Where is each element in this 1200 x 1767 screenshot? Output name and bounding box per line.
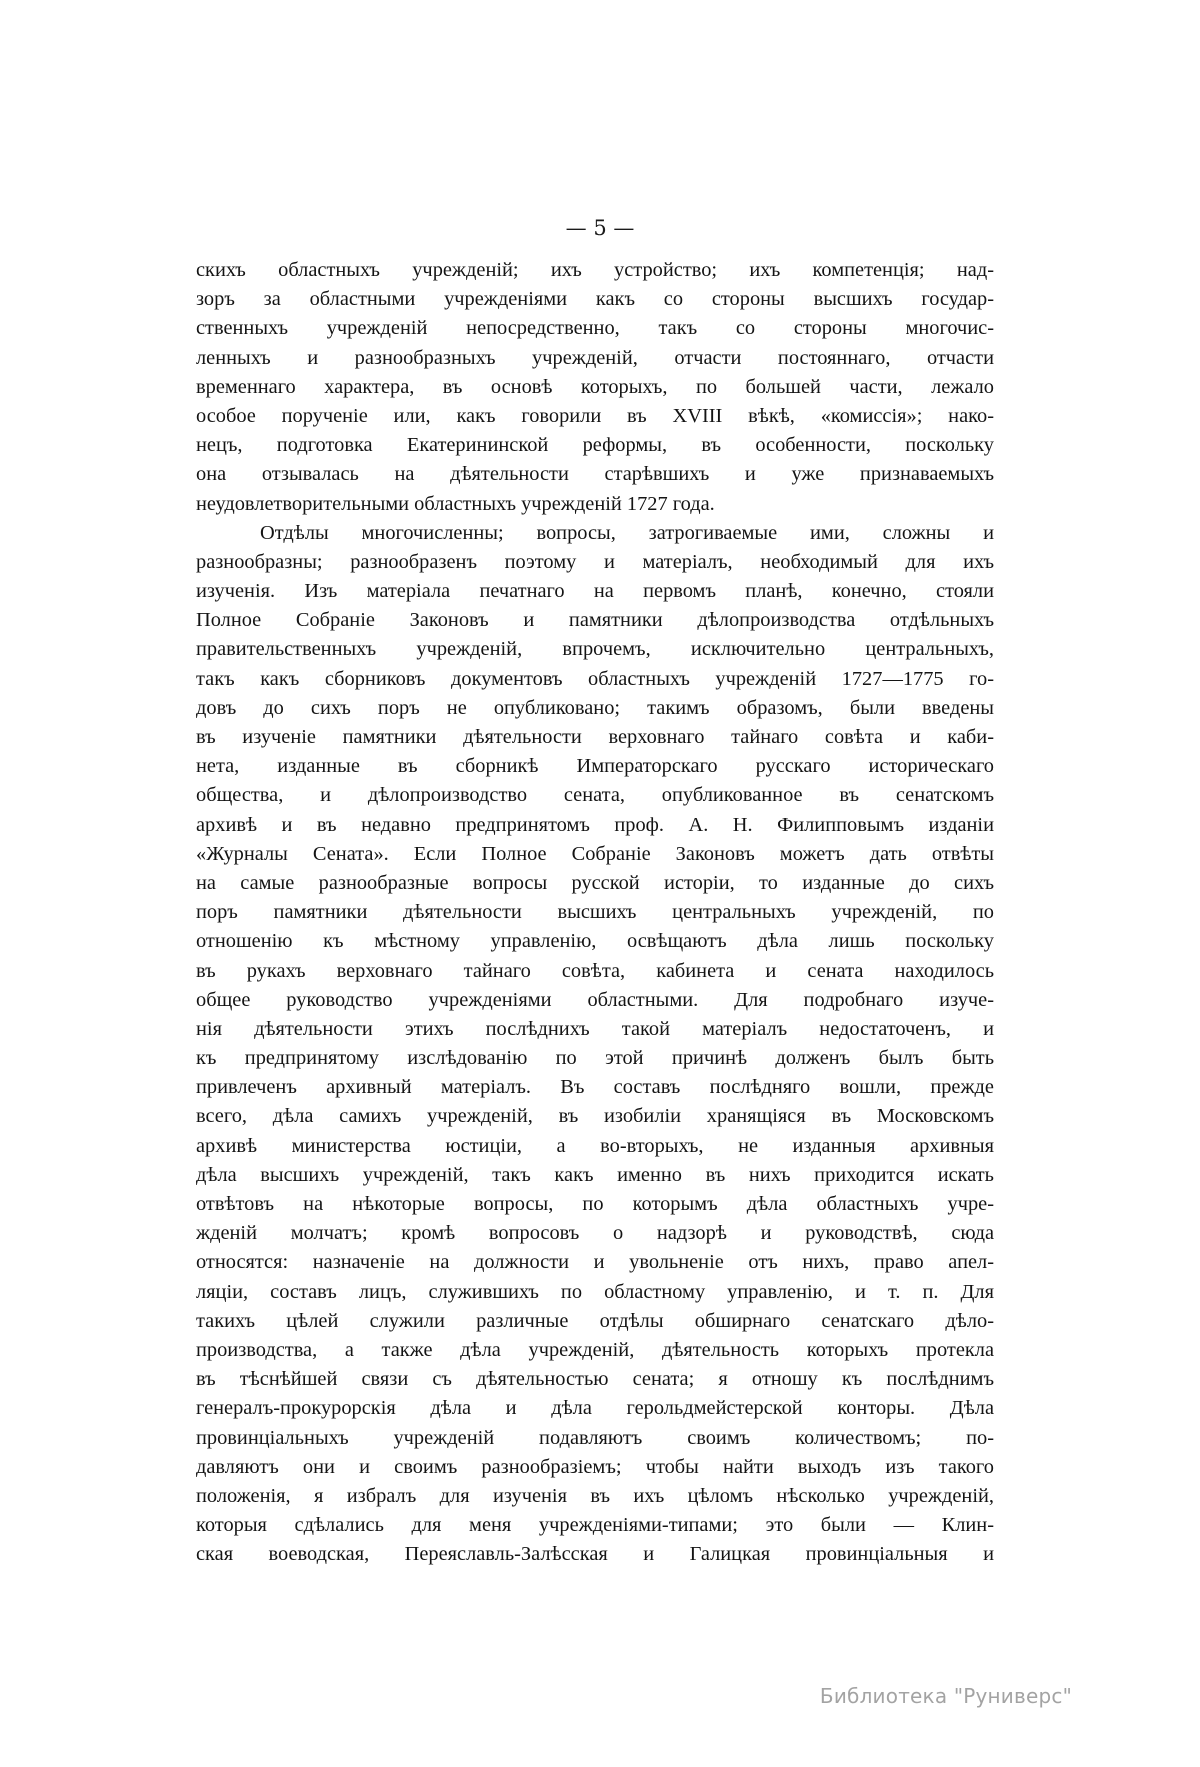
text-line: на самые разнообразные вопросы русской исторіи, то изданные до сихъ [196, 871, 994, 894]
paragraph-2 [196, 519, 994, 1570]
text-line: ская воеводская, Переяславль-Залѣсская и Галицкая провинціальныя и [196, 1543, 994, 1566]
text-line: положенія, я избралъ для изученія въ ихъ цѣломъ нѣсколько учрежденій, [196, 1484, 994, 1507]
text-line: относятся: назначеніе на должности и увольненіе отъ нихъ, право апел- [196, 1251, 994, 1274]
paragraph-1 [196, 256, 994, 519]
text-line: нія дѣятельности этихъ послѣднихъ такой матеріалъ недостаточенъ, и [196, 1017, 994, 1040]
text-line: отношенію къ мѣстному управленію, освѣщаютъ дѣла лишь поскольку [196, 930, 994, 953]
text-line: нета, изданные въ сборникѣ Императорскаго русскаго историческаго [196, 755, 994, 778]
text-line: ляціи, составъ лицъ, служившихъ по областному управленію, и т. п. Для [196, 1280, 994, 1303]
text-line: производства, а также дѣла учрежденій, дѣятельность которыхъ протекла [196, 1338, 994, 1361]
text-line: архивѣ и въ недавно предпринятомъ проф. А. Н. Филипповымъ изданіи [196, 813, 994, 836]
text-line: генералъ-прокурорскія дѣла и дѣла герольдмейстерской конторы. Дѣла [196, 1397, 994, 1420]
text-line: отвѣтовъ на нѣкоторые вопросы, по которымъ дѣла областныхъ учре- [196, 1193, 994, 1215]
text-line: неудовлетворительными областныхъ учрежденій 1727 года. [196, 492, 715, 515]
text-line: привлеченъ архивный матеріалъ. Въ составъ послѣдняго вошли, прежде [196, 1076, 994, 1099]
body-text [196, 256, 994, 1569]
text-line: которыя сдѣлались для меня учрежденіями-типами; это были — Клин- [196, 1514, 994, 1537]
text-line: такъ какъ сборниковъ документовъ областныхъ учрежденій 1727—1775 го- [196, 667, 994, 690]
text-line: довъ до сихъ поръ не опубликовано; такимъ образомъ, были введены [196, 696, 994, 719]
text-line: Отдѣлы многочисленны; вопросы, затрогиваемые ими, сложны и [260, 521, 994, 544]
text-line: дѣла высшихъ учрежденій, такъ какъ именно въ нихъ приходится искать [196, 1163, 994, 1186]
text-line: поръ памятники дѣятельности высшихъ центральныхъ учрежденій, по [196, 901, 994, 924]
text-line: ственныхъ учрежденій непосредственно, такъ со стороны многочис- [196, 317, 994, 340]
text-line: къ предпринятому изслѣдованію по этой причинѣ долженъ былъ быть [196, 1047, 994, 1070]
text-line: правительственныхъ учрежденій, впрочемъ, исключительно центральныхъ, [196, 638, 994, 661]
library-watermark: Библиотека "Руниверс" [819, 1684, 1072, 1708]
text-line: изученія. Изъ матеріала печатнаго на первомъ планѣ, конечно, стояли [196, 580, 994, 603]
text-line: нецъ, подготовка Екатерининской реформы, въ особенности, поскольку [196, 434, 994, 457]
text-line: общее руководство учрежденіями областными. Для подробнаго изуче- [196, 988, 994, 1011]
text-line: зоръ за областными учрежденіями какъ со стороны высшихъ государ- [196, 288, 994, 311]
text-line: провинціальныхъ учрежденій подавляютъ своимъ количествомъ; по- [196, 1426, 994, 1449]
text-line: Полное Собраніе Законовъ и памятники дѣлопроизводства отдѣльныхъ [196, 609, 994, 632]
text-line: въ тѣснѣйшей связи съ дѣятельностью сената; я отношу къ послѣднимъ [196, 1368, 994, 1391]
text-line: разнообразны; разнообразенъ поэтому и матеріалъ, необходимый для ихъ [196, 550, 994, 573]
text-line: въ изученіе памятники дѣятельности верховнаго тайнаго совѣта и каби- [196, 726, 994, 748]
text-line: «Журналы Сената». Если Полное Собраніе Законовъ можетъ дать отвѣты [196, 842, 994, 865]
text-line: такихъ цѣлей служили различные отдѣлы обширнаго сенатскаго дѣло- [196, 1309, 994, 1332]
text-line: временнаго характера, въ основѣ которыхъ, по большей части, лежало [196, 375, 994, 398]
text-line: въ рукахъ верховнаго тайнаго совѣта, кабинета и сената находилось [196, 959, 994, 982]
text-line: всего, дѣла самихъ учрежденій, въ изобиліи хранящіяся въ Московскомъ [196, 1105, 994, 1128]
page-number: — 5 — [565, 216, 635, 240]
text-line: она отзывалась на дѣятельности старѣвшихъ и уже признаваемыхъ [196, 463, 994, 486]
text-line: скихъ областныхъ учрежденій; ихъ устройство; ихъ компетенція; над- [196, 259, 994, 281]
text-line: ленныхъ и разнообразныхъ учрежденій, отчасти постояннаго, отчасти [196, 346, 994, 369]
text-line: архивѣ министерства юстиціи, а во-вторыхъ, не изданныя архивныя [196, 1134, 994, 1157]
text-line: общества, и дѣлопроизводство сената, опубликованное въ сенатскомъ [196, 784, 994, 807]
text-line: давляютъ они и своимъ разнообразіемъ; чтобы найти выходъ изъ такого [196, 1455, 994, 1478]
text-line: особое порученіе или, какъ говорили въ XVIII вѣкѣ, «комиссія»; нако- [196, 404, 994, 427]
text-line: жденій молчатъ; кромѣ вопросовъ о надзорѣ и руководствѣ, сюда [196, 1222, 994, 1245]
